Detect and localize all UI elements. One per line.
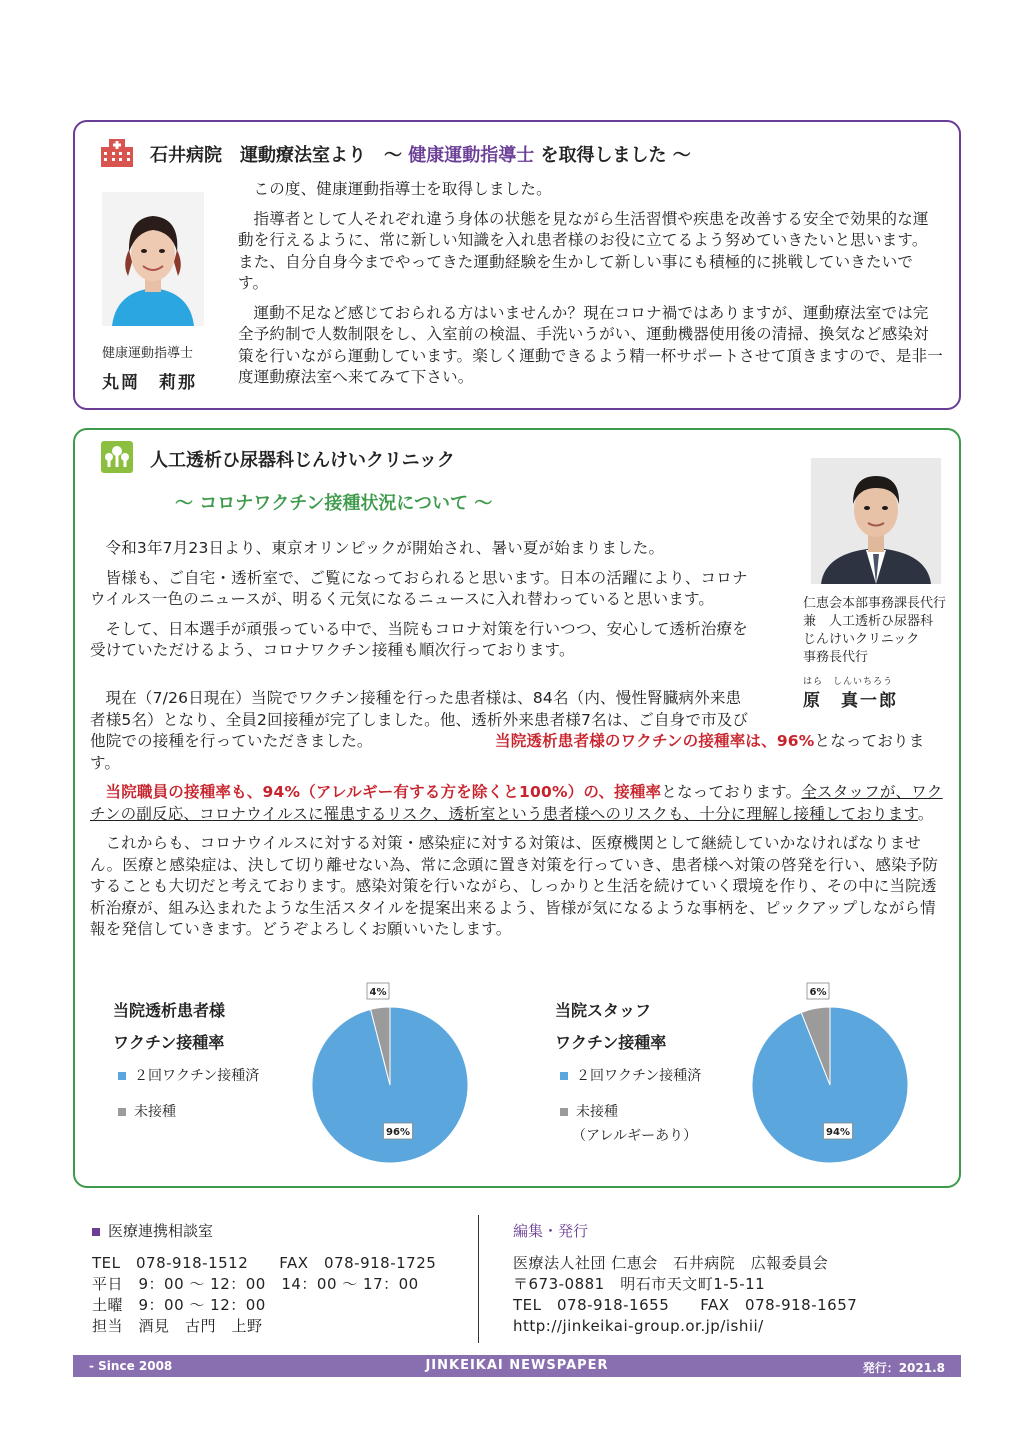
chart-title: 当院スタッフ [555, 1001, 652, 1020]
paragraph: この度、健康運動指導士を取得しました。 [253, 180, 552, 198]
text: 現在（7/26日現在）当院でワクチン接種を行った患者様は、84名（内、慢性腎臓病外来患者様5名）となり、全員2回接種が完了しました。他、透析外来患者様7名は、ご自身で市及び他院での接種を行っていただきました。 [90, 689, 749, 750]
chart2-title [555, 995, 666, 1059]
staff-photo-hara [811, 458, 941, 584]
legend-swatch [118, 1072, 126, 1080]
section2-title: 人工透析ひ尿器科じんけいクリニック [150, 450, 455, 471]
section1-title [150, 141, 691, 167]
section2-body-lower [90, 688, 950, 949]
svg-text:94%: 94% [826, 1127, 850, 1138]
svg-text:4%: 4% [369, 987, 387, 998]
legend-item-vaccinated [118, 1066, 259, 1086]
legend-label: ２回ワクチン接種済 [134, 1068, 260, 1084]
clinic-icon [101, 441, 133, 473]
bullet-square [92, 1228, 100, 1236]
footer-right-heading: 編集・発行 [513, 1222, 589, 1240]
chart1-title [113, 995, 225, 1059]
chart-subtitle: ワクチン接種率 [555, 1033, 667, 1052]
staff-understanding-underlined: 全スタッフが、ワクチンの副反応、コロナウイルスに罹患するリスク、透析室という患者様へのリスクも、十分に理解し接種しております [90, 783, 943, 823]
paragraph: そして、日本選手が頑張っている中で、当院もコロナ対策を行いつつ、安心して透析治療を受けていただけるよう、コロナワクチン接種も順次行っております。 [90, 619, 748, 659]
footer-left-info [92, 1253, 436, 1337]
staff-rate-highlight: 当院職員の接種率も、94%（アレルギー有する方を除くと100%）の、接種率 [105, 783, 662, 801]
hara-furigana: はら しんいちろう [803, 677, 894, 687]
contact-line: TEL 078-918-1512 FAX 078-918-1725 [92, 1254, 437, 1272]
chart-title: 当院透析患者様 [113, 1001, 226, 1020]
legend-swatch [118, 1108, 126, 1116]
legend-item-vaccinated [560, 1066, 701, 1086]
paragraph: 令和3年7月23日より、東京オリンピックが開始され、暑い夏が始まりました。 [105, 539, 665, 557]
legend-note: （アレルギーあり） [572, 1128, 698, 1144]
section2-body-upper [90, 538, 755, 670]
text: となっております。 [661, 783, 802, 801]
legend-swatch [560, 1108, 568, 1116]
patient-vaccination-pie-chart [300, 975, 480, 1170]
staff-vaccination-pie-chart [740, 975, 920, 1170]
svg-text:6%: 6% [809, 987, 827, 998]
chart2-legend [560, 1066, 701, 1146]
chart1-legend [118, 1066, 259, 1122]
patient-rate-highlight: 当院透析患者様のワクチンの接種率は、96% [495, 732, 815, 750]
title-highlight: 健康運動指導士 [408, 145, 535, 166]
legend-label: 未接種 [576, 1104, 618, 1120]
footer-divider [478, 1215, 479, 1343]
legend-label: ２回ワクチン接種済 [576, 1068, 702, 1084]
pie-label-unvaccinated [367, 983, 389, 999]
paragraph-staff-rate [90, 782, 950, 825]
section2-subtitle: ～ コロナワクチン接種状況について ～ [175, 493, 493, 514]
paragraph: これからも、コロナウイルスに対する対策・感染症に対する対策は、医療機関として継続していかなければなりません。医療と感染症は、決して切り離せない為、常に念頭に置き対策を行っていき、患者様へ対策の啓発を行い、感染予防することも大切だと考えております。感染対策を行いながら、しっかりと生活を続けていく環境を作り、その中に当院透析治療が、組み込まれたような生活スタイルを提案出来るよう、皆様が気になるような事柄を、ピックアップしながら情報を発信していきます。どうぞよろしくお願いいたします。 [90, 834, 939, 938]
hospital-icon [100, 138, 134, 168]
issue-date: 発行：2021.8 [862, 1361, 945, 1375]
caption-line: 兼 人工透析ひ尿器科 [803, 614, 934, 629]
title-text-end: を取得しました ～ [534, 145, 691, 166]
pie-label-vaccinated [384, 1123, 413, 1139]
contact-line: 土曜 9：00 ～ 12：00 [92, 1296, 266, 1314]
footer-left-heading [92, 1220, 213, 1241]
caption-line: 事務長代行 [803, 650, 869, 665]
legend-label: 未接種 [134, 1104, 176, 1120]
caption-line: 仁恵会本部事務課長代行 [803, 596, 947, 611]
footer-right-info [513, 1253, 857, 1337]
heading-text: 医療連携相談室 [108, 1222, 214, 1240]
legend-item-unvaccinated [560, 1102, 701, 1122]
caption-line: じんけいクリニック [803, 632, 920, 647]
pie-label-unvaccinated [807, 983, 829, 999]
publisher-line: 医療法人社団 仁恵会 石井病院 広報委員会 [513, 1254, 829, 1272]
contact-line: 担当 酒見 古門 上野 [92, 1317, 263, 1335]
footer-bar [73, 1355, 961, 1377]
chart-subtitle: ワクチン接種率 [113, 1033, 225, 1052]
newspaper-name: JINKEIKAI NEWSPAPER [425, 1358, 609, 1373]
staff-role: 健康運動指導士 [102, 346, 194, 361]
paragraph: 運動不足など感じておられる方はいませんか？現在コロナ禍ではありますが、運動療法室では完全予約制で人数制限をし、入室前の検温、手洗いうがい、運動機器使用後の清掃、換気など感染対策を行いながら運動しています。楽しく運動できるよう精一杯サポートさせて頂きますので、是非一度運動療法室へ来てみて下さい。 [238, 303, 943, 386]
hara-caption [803, 595, 946, 667]
pie-label-vaccinated [824, 1123, 853, 1139]
contact-line: 平日 9：00 ～ 12：00 14：00 ～ 17：00 [92, 1275, 419, 1293]
text: となっております。 [90, 732, 925, 772]
since-label: - Since 2008 [89, 1359, 173, 1373]
legend-item-unvaccinated [118, 1102, 259, 1122]
legend-swatch [560, 1072, 568, 1080]
text: 。 [917, 804, 934, 823]
paragraph-vaccination-rate [90, 731, 950, 774]
address-line: 〒673-0881 明石市天文町1-5-11 [513, 1275, 766, 1293]
section1-body [238, 179, 943, 389]
paragraph: 皆様も、ご自宅・透析室で、ご覧になっておられると思います。日本の活躍により、コロナウイルス一色のニュースが、明るく元気になるニュースに入れ替わっていると思います。 [90, 568, 748, 608]
staff-name: 丸岡 莉那 [102, 373, 197, 393]
paragraph: 指導者として人それぞれ違う身体の状態を見ながら生活習慣や疾患を改善する安全で効果的な運動を行えるように、常に新しい知識を入れ患者様のお役に立てるよう努めていきたいと思います。また、自分自身今までやってきた運動経験を生かして新しい事にも積極的に挑戦していきたいです。 [238, 209, 929, 292]
staff-photo-maruoka [102, 192, 204, 326]
website-link[interactable]: http://jinkeikai-group.or.jp/ishii/ [513, 1317, 764, 1335]
svg-text:96%: 96% [386, 1127, 410, 1138]
title-text: 石井病院 運動療法室より ～ [150, 145, 409, 166]
phone-line: TEL 078-918-1655 FAX 078-918-1657 [513, 1296, 858, 1314]
hara-name: 原 真一郎 [803, 691, 898, 711]
